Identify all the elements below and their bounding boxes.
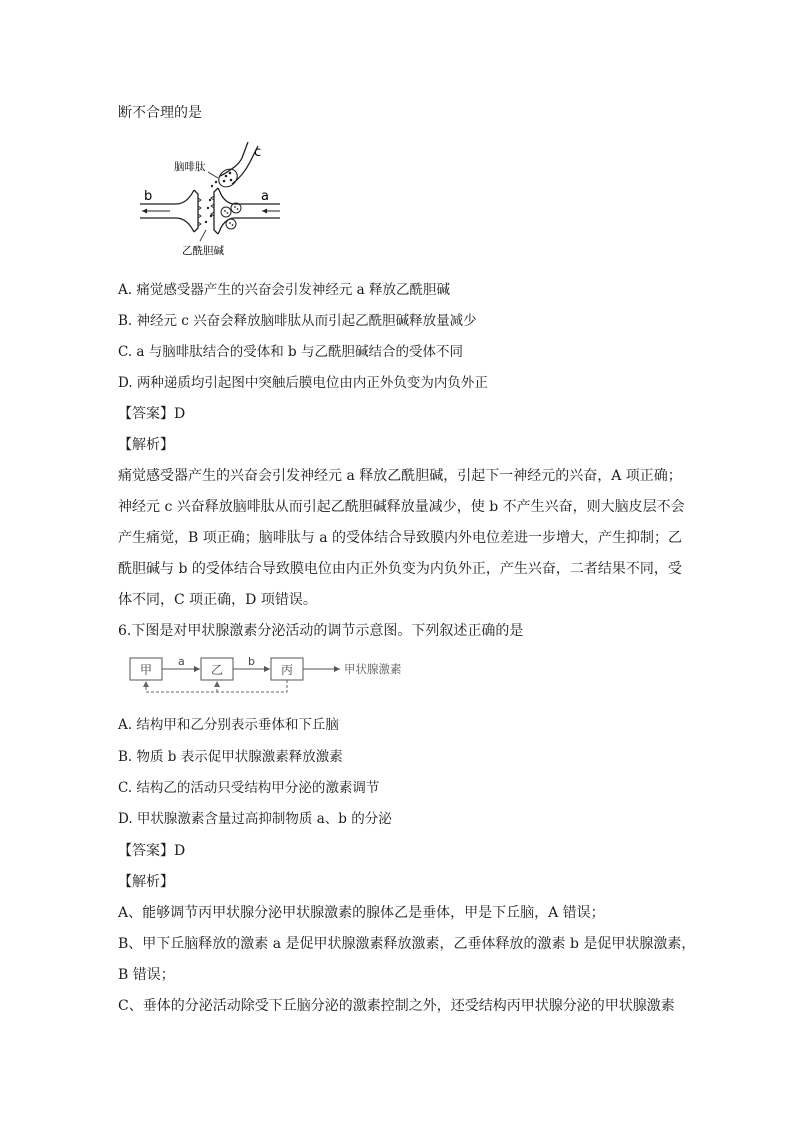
q6-stem: 6.下图是对甲状腺激素分泌活动的调节示意图。下列叙述正确的是 [118,623,524,639]
synapse-figure [130,140,290,260]
q5-answer: 【答案】D [118,406,186,422]
arrow-label-a: a [178,655,185,668]
q5-analysis-line-3: 产生痛觉，B 项正确；脑啡肽与 a 的受体结合导致膜内外电位差进一步增大，产生抑制；乙 [118,530,682,546]
q6-analysis-line-4: C、垂体的分泌活动除受下丘脑分泌的激素控制之外，还受结构丙甲状腺分泌的甲状腺激素 [118,998,675,1014]
q5-analysis-line-5: 体不同，C 项正确，D 项错误。 [118,592,317,608]
q6-analysis-line-1: A、能够调节丙甲状腺分泌甲状腺激素的腺体乙是垂体，甲是下丘脑，A 错误； [118,905,605,921]
thyroid-regulation-diagram [128,654,428,700]
label-c: c [254,145,262,160]
q6-option-b: B. 物质 b 表示促甲状腺激素释放激素 [118,749,343,765]
q6-analysis-line-2: B、甲下丘脑释放的激素 a 是促甲状腺激素释放激素，乙垂体释放的激素 b 是促甲状腺激素， [118,936,696,952]
label-a: a [261,189,269,204]
label-acetylcholine: 乙酰胆碱 [182,245,224,257]
q6-answer: 【答案】D [118,843,186,859]
q5-analysis-line-4: 酰胆碱与 b 的受体结合导致膜电位由内正外负变为内负外正，产生兴奋，二者结果不同，受 [118,561,682,577]
q6-analysis-line-3: B 错误； [118,967,175,983]
box-bing: 丙 [280,663,294,677]
label-enkephalin: 脑啡肽 [174,161,206,173]
box-jia: 甲 [139,663,153,677]
q6-option-d: D. 甲状腺激素含量过高抑制物质 a、b 的分泌 [118,811,392,827]
box-yi: 乙 [210,663,224,677]
q6-option-a: A. 结构甲和乙分别表示垂体和下丘脑 [118,717,339,733]
q5-option-c: C. a 与脑啡肽结合的受体和 b 与乙酰胆碱结合的受体不同 [118,344,463,360]
q5-analysis-line-1: 痛觉感受器产生的兴奋会引发神经元 a 释放乙酰胆碱，引起下一神经元的兴奋，A 项正确； [118,468,682,484]
output-thyroid-hormone: 甲状腺激素 [344,662,402,676]
q5-stem-tail: 断不合理的是 [118,105,202,121]
q5-analysis-label: 【解析】 [118,437,174,453]
q5-option-a: A. 痛觉感受器产生的兴奋会引发神经元 a 释放乙酰胆碱 [118,282,450,298]
arrow-label-b: b [248,655,255,668]
q5-option-d: D. 两种递质均引起图中突触后膜电位由内正外负变为内负外正 [118,375,488,391]
q5-option-b: B. 神经元 c 兴奋会释放脑啡肽从而引起乙酰胆碱释放量减少 [118,313,477,329]
label-b: b [144,189,153,204]
q5-analysis-line-2: 神经元 c 兴奋释放脑啡肽从而引起乙酰胆碱释放量减少，使 b 不产生兴奋，则大脑皮层不会 [118,499,685,515]
q6-option-c: C. 结构乙的活动只受结构甲分泌的激素调节 [118,780,380,796]
q6-analysis-label: 【解析】 [118,874,174,890]
